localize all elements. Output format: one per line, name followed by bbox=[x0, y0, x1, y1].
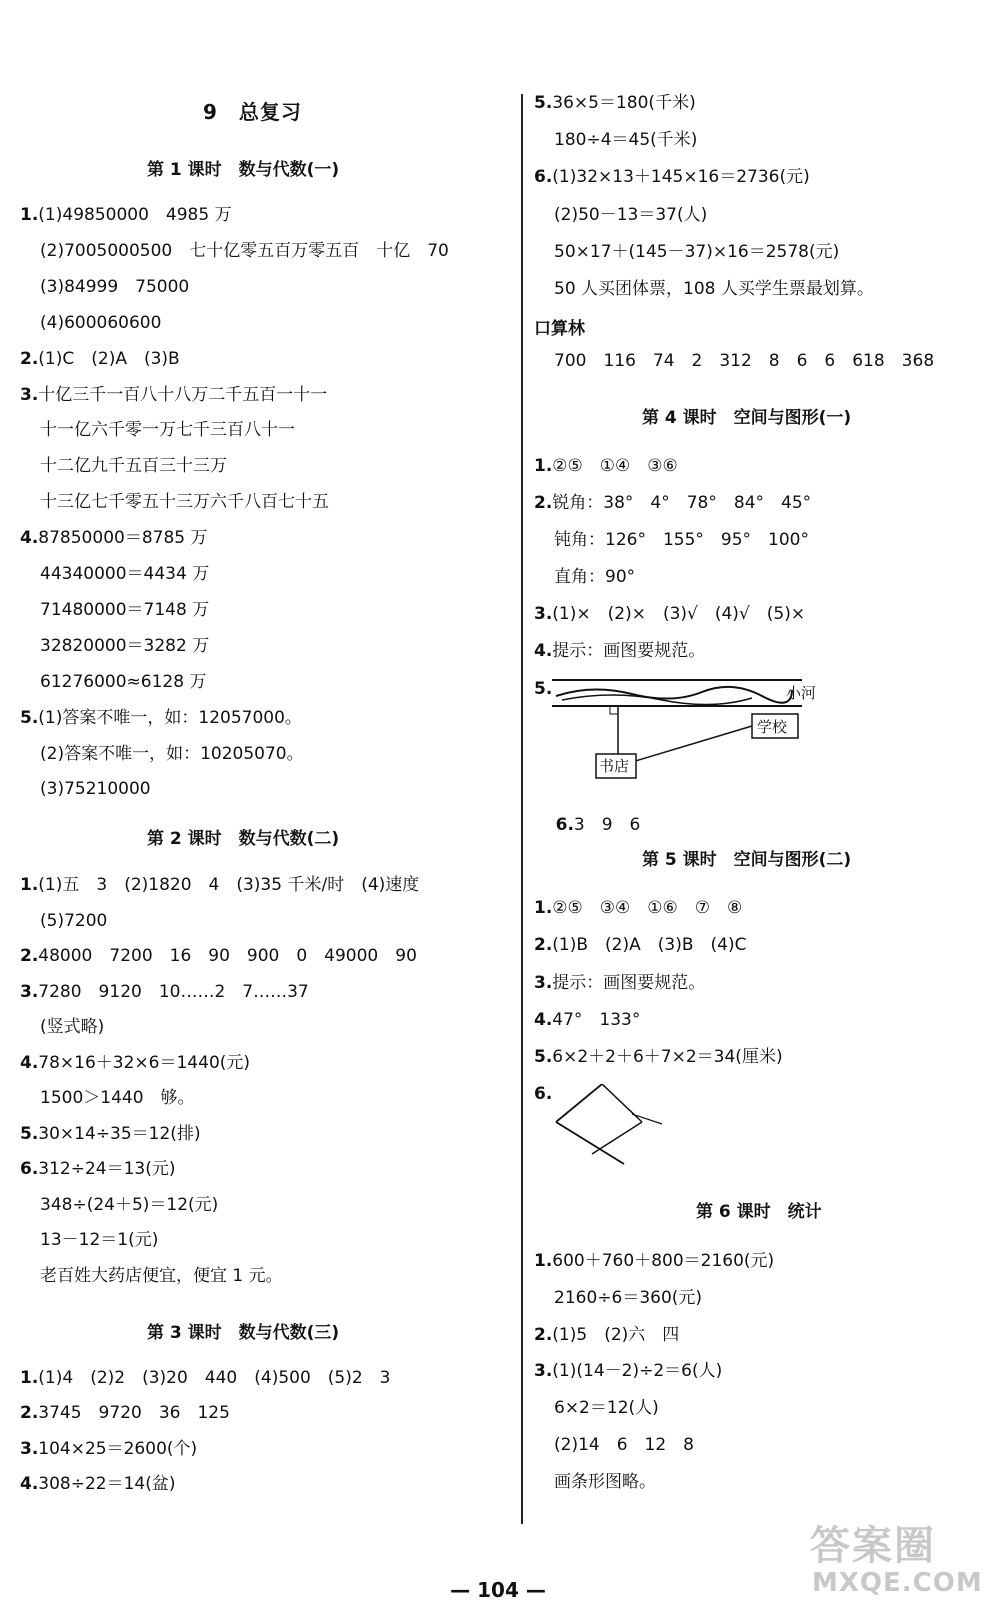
parallel-line-1 bbox=[602, 1084, 642, 1122]
answer-line bbox=[40, 1016, 104, 1038]
answer-line bbox=[20, 1123, 201, 1145]
map-road-line bbox=[632, 726, 752, 762]
question-number: 4. bbox=[534, 1009, 553, 1030]
answer-text: (2)50－13＝37(人) bbox=[554, 204, 708, 225]
answer-text: (1)答案不唯一，如：12057000。 bbox=[38, 707, 302, 728]
answer-text: 348÷(24＋5)＝12(元) bbox=[40, 1194, 219, 1215]
answer-text: (4)600060600 bbox=[40, 312, 162, 333]
parallel-line-figure bbox=[552, 1084, 682, 1174]
answer-text: (1)× (2)× (3)√ (4)√ (5)× bbox=[552, 604, 806, 624]
answer-text: 十亿三千一百八十八万二千五百一十一 bbox=[38, 384, 328, 405]
answer-text: 1500＞1440 够。 bbox=[40, 1088, 195, 1108]
answer-line bbox=[554, 204, 707, 226]
angle-side-upper bbox=[556, 1084, 602, 1122]
answer-line bbox=[534, 897, 742, 919]
answer-text: (1)B (2)A (3)B (4)C bbox=[552, 935, 747, 956]
answer-line bbox=[20, 945, 417, 967]
answer-line bbox=[40, 743, 304, 765]
question-number: 4. bbox=[20, 528, 39, 549]
answer-text: 32820000＝3282 万 bbox=[40, 635, 210, 656]
answer-line bbox=[20, 384, 327, 406]
answer-text: 50×17＋(145－37)×16＝2578(元) bbox=[554, 241, 840, 262]
question-number: 5. bbox=[20, 707, 39, 728]
answer-text: (2)答案不唯一，如：10205070。 bbox=[40, 743, 304, 764]
watermark-text-url: MXQE.COM bbox=[812, 1568, 983, 1598]
page-title: 9 总复习 bbox=[203, 100, 302, 124]
answer-text: 600＋760＋800＝2160(元) bbox=[552, 1251, 775, 1271]
question-number: 3. bbox=[534, 972, 553, 993]
answer-line bbox=[534, 1324, 679, 1346]
answer-line bbox=[534, 1046, 783, 1068]
answer-text: 87850000＝8785 万 bbox=[38, 528, 208, 549]
answer-line bbox=[40, 1229, 158, 1251]
answer-line bbox=[534, 1250, 774, 1272]
map-bookstore-label: 书店 bbox=[599, 757, 630, 775]
answer-line bbox=[534, 492, 811, 514]
question-number: 1. bbox=[20, 205, 39, 225]
question-number: 2. bbox=[534, 935, 553, 956]
answer-line bbox=[554, 566, 635, 588]
answer-line bbox=[40, 778, 151, 800]
answer-text: (1)五 3 (2)1820 4 (3)35 千米/时 (4)速度 bbox=[38, 875, 420, 895]
answer-line bbox=[554, 1397, 659, 1419]
lesson-4-heading: 第 4 课时 空间与图形(一) bbox=[642, 408, 852, 428]
question-number: 2. bbox=[20, 348, 39, 369]
answer-text: 提示：画图要规范。 bbox=[552, 972, 706, 993]
answer-line bbox=[20, 1473, 176, 1495]
answer-line bbox=[40, 276, 189, 298]
answer-text: 30×14÷35＝12(排) bbox=[38, 1123, 201, 1144]
answer-text: 提示：画图要规范。 bbox=[552, 641, 706, 661]
lesson-3-heading: 第 3 课时 数与代数(三) bbox=[147, 1323, 340, 1343]
lesson-2-heading: 第 2 课时 数与代数(二) bbox=[147, 829, 340, 849]
answer-line bbox=[40, 1265, 283, 1287]
answer-text: (1)(14－2)÷2＝6(人) bbox=[552, 1361, 723, 1382]
answer-line bbox=[20, 981, 309, 1003]
map-school-label: 学校 bbox=[757, 718, 788, 736]
page-number: — 104 — bbox=[450, 1578, 546, 1602]
answer-text: ②⑤ ①④ ③⑥ bbox=[552, 456, 678, 476]
answer-line bbox=[40, 563, 209, 585]
answer-text: (1)4 (2)2 (3)20 440 (4)500 (5)2 3 bbox=[38, 1368, 391, 1388]
answer-line bbox=[40, 312, 161, 334]
answer-text: (3)75210000 bbox=[40, 779, 151, 800]
answer-text: 锐角：38° 4° 78° 84° 45° bbox=[552, 493, 812, 513]
answer-line bbox=[534, 603, 805, 625]
answer-line bbox=[554, 241, 839, 263]
answer-line bbox=[20, 1438, 197, 1460]
answer-text: 3745 9720 36 125 bbox=[38, 1403, 230, 1424]
answer-text: 老百姓大药店便宜，便宜 1 元。 bbox=[40, 1265, 283, 1286]
answer-line bbox=[554, 1471, 656, 1493]
answer-line bbox=[20, 874, 419, 896]
answer-text: (3)84999 75000 bbox=[40, 276, 190, 297]
question-number: 4. bbox=[20, 1052, 39, 1073]
question-number: 4. bbox=[534, 641, 553, 661]
answer-text: 47° 133° bbox=[552, 1009, 641, 1030]
question-number: 5. bbox=[20, 1123, 39, 1144]
answer-line bbox=[554, 1287, 702, 1309]
answer-line bbox=[40, 910, 107, 932]
answer-line bbox=[534, 972, 705, 994]
answer-text: 180÷4＝45(千米) bbox=[554, 130, 698, 151]
answer-line bbox=[40, 671, 206, 693]
answer-line bbox=[534, 455, 678, 477]
answer-line bbox=[40, 1194, 218, 1216]
answer-text: 3 9 6 bbox=[573, 815, 641, 835]
mental-math-heading: 口算林 bbox=[534, 319, 585, 339]
answer-text: (1)C (2)A (3)B bbox=[38, 348, 180, 369]
question-number: 2. bbox=[20, 946, 39, 966]
question-number: 5. bbox=[534, 93, 553, 113]
answer-line bbox=[554, 529, 809, 551]
lesson-5-q6-number: 6. bbox=[534, 1084, 553, 1104]
answer-text: (1)49850000 4985 万 bbox=[38, 205, 232, 225]
answer-text: 36×5＝180(千米) bbox=[552, 93, 696, 113]
river-school-map bbox=[552, 670, 842, 790]
column-divider bbox=[521, 94, 523, 1524]
lesson-4-q5-number: 5. bbox=[534, 679, 553, 699]
question-number: 5. bbox=[534, 1047, 553, 1068]
answer-text: 直角：90° bbox=[554, 567, 636, 587]
answer-line bbox=[554, 129, 697, 151]
lesson-6-heading: 第 6 课时 统计 bbox=[696, 1202, 822, 1222]
answer-line bbox=[20, 1402, 230, 1424]
answer-text: 61276000≈6128 万 bbox=[40, 671, 207, 692]
answer-line bbox=[20, 348, 180, 370]
lesson-4-q6 bbox=[534, 792, 640, 858]
question-number: 3. bbox=[20, 1438, 39, 1459]
answer-text: 十一亿六千零一万七千三百八十一 bbox=[40, 420, 295, 441]
answer-text: 画条形图略。 bbox=[554, 1471, 656, 1492]
answer-line bbox=[20, 707, 302, 729]
map-river-wave bbox=[556, 687, 792, 703]
answer-line bbox=[40, 635, 209, 657]
answer-text: 78×16＋32×6＝1440(元) bbox=[38, 1052, 251, 1073]
answer-line bbox=[40, 599, 209, 621]
question-number: 2. bbox=[534, 1324, 553, 1345]
answer-text: (2)7005000500 七十亿零五百万零五百 十亿 70 bbox=[40, 240, 449, 261]
answer-line bbox=[554, 1434, 694, 1456]
answer-text: 7280 9120 10……2 7……37 bbox=[38, 981, 309, 1002]
answer-text: 50 人买团体票，108 人买学生票最划算。 bbox=[554, 279, 874, 299]
map-right-angle-mark bbox=[610, 706, 618, 714]
answer-line bbox=[20, 1367, 391, 1389]
map-river-wave-2 bbox=[562, 695, 752, 705]
answer-text: 6×2＋2＋6＋7×2＝34(厘米) bbox=[552, 1047, 783, 1068]
answer-text: 13－12＝1(元) bbox=[40, 1230, 159, 1250]
answer-text: 312÷24＝13(元) bbox=[38, 1159, 176, 1179]
answer-text: (竖式略) bbox=[40, 1017, 105, 1037]
answer-text: 十三亿七千零五十三万六千八百七十五 bbox=[40, 492, 329, 513]
answer-text: 44340000＝4434 万 bbox=[40, 564, 210, 584]
answer-line bbox=[534, 92, 696, 114]
answer-text: 308÷22＝14(盆) bbox=[38, 1473, 176, 1494]
question-number: 1. bbox=[20, 875, 39, 895]
question-number: 2. bbox=[20, 1403, 39, 1424]
lesson-1-heading: 第 1 课时 数与代数(一) bbox=[147, 160, 340, 180]
answer-text: 71480000＝7148 万 bbox=[40, 599, 210, 620]
answer-line bbox=[20, 527, 208, 549]
question-number: 6. bbox=[555, 815, 574, 835]
answer-line bbox=[40, 455, 227, 477]
answer-text: 48000 7200 16 90 900 0 49000 90 bbox=[38, 946, 417, 966]
answer-text: 104×25＝2600(个) bbox=[38, 1438, 198, 1459]
answer-text: 2160÷6＝360(元) bbox=[554, 1287, 703, 1308]
answer-text: 十二亿九千五百三十三万 bbox=[40, 456, 227, 477]
answer-line bbox=[20, 1052, 250, 1074]
answer-line bbox=[534, 934, 746, 956]
answer-text: ②⑤ ③④ ①⑥ ⑦ ⑧ bbox=[552, 898, 743, 918]
question-number: 1. bbox=[20, 1368, 39, 1388]
answer-line bbox=[40, 419, 295, 441]
question-number: 6. bbox=[20, 1159, 39, 1179]
watermark-logo bbox=[800, 1510, 990, 1598]
answer-line bbox=[534, 640, 705, 662]
point-a-pointer bbox=[632, 1114, 662, 1124]
answer-line bbox=[554, 278, 874, 300]
question-number: 3. bbox=[20, 981, 39, 1002]
answer-line bbox=[534, 166, 810, 188]
mental-math-values: 700 116 74 2 312 8 6 6 618 368 bbox=[554, 351, 935, 371]
question-number: 2. bbox=[534, 493, 553, 513]
answer-text: (1)32×13＋145×16＝2736(元) bbox=[552, 167, 810, 188]
answer-line bbox=[40, 240, 449, 262]
answer-text: (2)14 6 12 8 bbox=[554, 1435, 694, 1455]
question-number: 1. bbox=[534, 898, 553, 918]
question-number: 3. bbox=[534, 1361, 553, 1382]
answer-text: 6×2＝12(人) bbox=[554, 1398, 659, 1419]
watermark-text-cn: 答案圈 bbox=[810, 1523, 936, 1569]
question-number: 3. bbox=[20, 384, 39, 405]
answer-line bbox=[40, 1087, 195, 1109]
answer-line bbox=[534, 1360, 722, 1382]
answer-line bbox=[40, 491, 329, 513]
answer-line bbox=[20, 204, 232, 226]
map-river-label: 小河 bbox=[786, 684, 817, 702]
answer-text: (5)7200 bbox=[40, 910, 108, 931]
parallel-line-2 bbox=[592, 1122, 642, 1154]
angle-side-lower bbox=[556, 1122, 624, 1164]
question-number: 6. bbox=[534, 167, 553, 188]
answer-line bbox=[534, 1009, 640, 1031]
answer-text: 钝角：126° 155° 95° 100° bbox=[554, 530, 809, 550]
question-number: 4. bbox=[20, 1473, 39, 1494]
question-number: 1. bbox=[534, 456, 553, 476]
lesson-5-heading: 第 5 课时 空间与图形(二) bbox=[642, 850, 852, 870]
question-number: 3. bbox=[534, 604, 553, 624]
question-number: 1. bbox=[534, 1251, 553, 1271]
answer-text: (1)5 (2)六 四 bbox=[552, 1324, 680, 1345]
answer-line bbox=[20, 1158, 176, 1180]
